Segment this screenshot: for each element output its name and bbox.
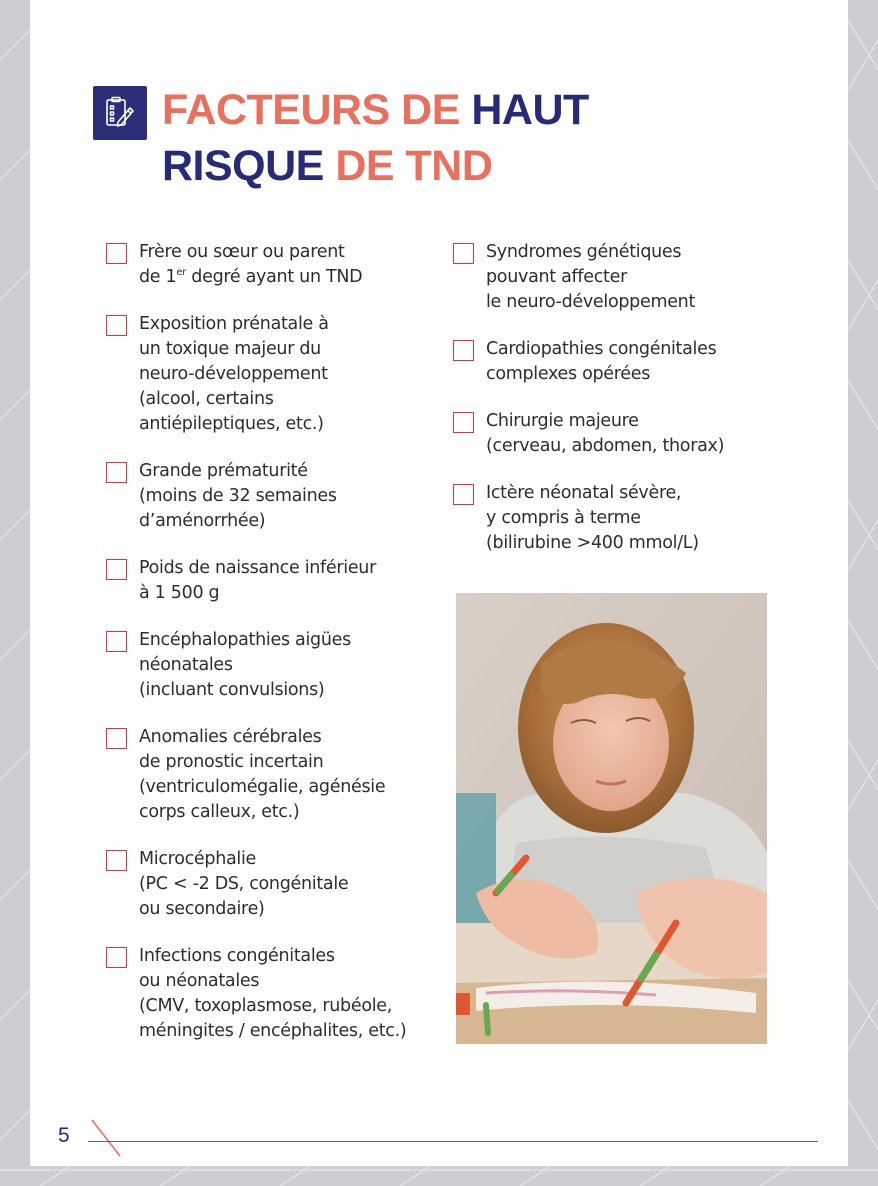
page-number: 5 [58,1124,70,1147]
checklist-item-text: Syndromes génétiques pouvant affecter le neuro-développement [486,242,696,312]
checklist-item-text: Exposition prénatale à un toxique majeur du neuro-développement (alcool, certains antiépileptiques, etc.) [139,314,329,434]
checklist-item [106,944,436,1044]
empty-checkbox-icon[interactable] [106,631,127,652]
footer-divider [88,1141,818,1142]
title-part: HAUT [471,86,589,134]
title-line-1 [162,82,589,138]
title-part: RISQUE [162,142,336,190]
checklist-item [106,725,436,825]
checklist-item-text: Anomalies cérébrales de pronostic incertain (ventriculomégalie, agénésie corps calleux, etc.) [139,727,386,822]
empty-checkbox-icon[interactable] [453,340,474,361]
checklist-item [106,312,436,437]
child-drawing-photo [456,593,767,1044]
checklist-item-text: Encéphalopathies aigües néonatales (incluant convulsions) [139,630,351,700]
empty-checkbox-icon[interactable] [106,947,127,968]
title-part: FACTEURS DE [162,86,472,134]
document-page [30,0,848,1166]
item-text-superscript: er [176,267,187,279]
risk-factors-right-column [453,240,783,556]
checklist-item [453,240,783,315]
empty-checkbox-icon[interactable] [106,315,127,336]
checklist-item [106,847,436,922]
empty-checkbox-icon[interactable] [453,484,474,505]
checklist-item [106,240,436,290]
empty-checkbox-icon[interactable] [106,462,127,483]
checklist-item-text: Poids de naissance inférieur à 1 500 g [139,558,376,603]
checklist-item-text: Grande prématurité (moins de 32 semaines d’aménorrhée) [139,461,337,531]
item-text-part: degré ayant un TND [186,267,363,287]
title-part: DE TND [335,142,493,190]
empty-checkbox-icon[interactable] [106,850,127,871]
empty-checkbox-icon[interactable] [453,243,474,264]
checklist-item [106,628,436,703]
empty-checkbox-icon[interactable] [106,243,127,264]
checklist-item-text: Microcéphalie (PC < -2 DS, congénitale ou secondaire) [139,849,349,919]
checklist-item-text: Chirurgie majeure (cerveau, abdomen, thorax) [486,411,725,456]
empty-checkbox-icon[interactable] [453,412,474,433]
checklist-item [106,459,436,534]
checklist-item [453,409,783,459]
page-title [162,82,589,194]
checklist-item [453,337,783,387]
checklist-item-text [139,240,436,290]
checklist-item-text: Ictère néonatal sévère, y compris à terme (bilirubine >400 mmol/L) [486,483,699,553]
checklist-pen-icon [93,86,147,140]
checklist-item [106,556,436,606]
empty-checkbox-icon[interactable] [106,728,127,749]
risk-factors-left-column [106,240,436,1044]
item-text-part: Frère ou sœur ou parent de 1 [139,242,345,287]
title-line-2 [162,138,589,194]
checklist-item-text: Cardiopathies congénitales complexes opérées [486,339,717,384]
checklist-item-text: Infections congénitales ou néonatales (CMV, toxoplasmose, rubéole, méningites / encéphalites, etc.) [139,946,407,1041]
checklist-item [453,481,783,556]
empty-checkbox-icon[interactable] [106,559,127,580]
footer-slash-decoration [90,1118,122,1158]
